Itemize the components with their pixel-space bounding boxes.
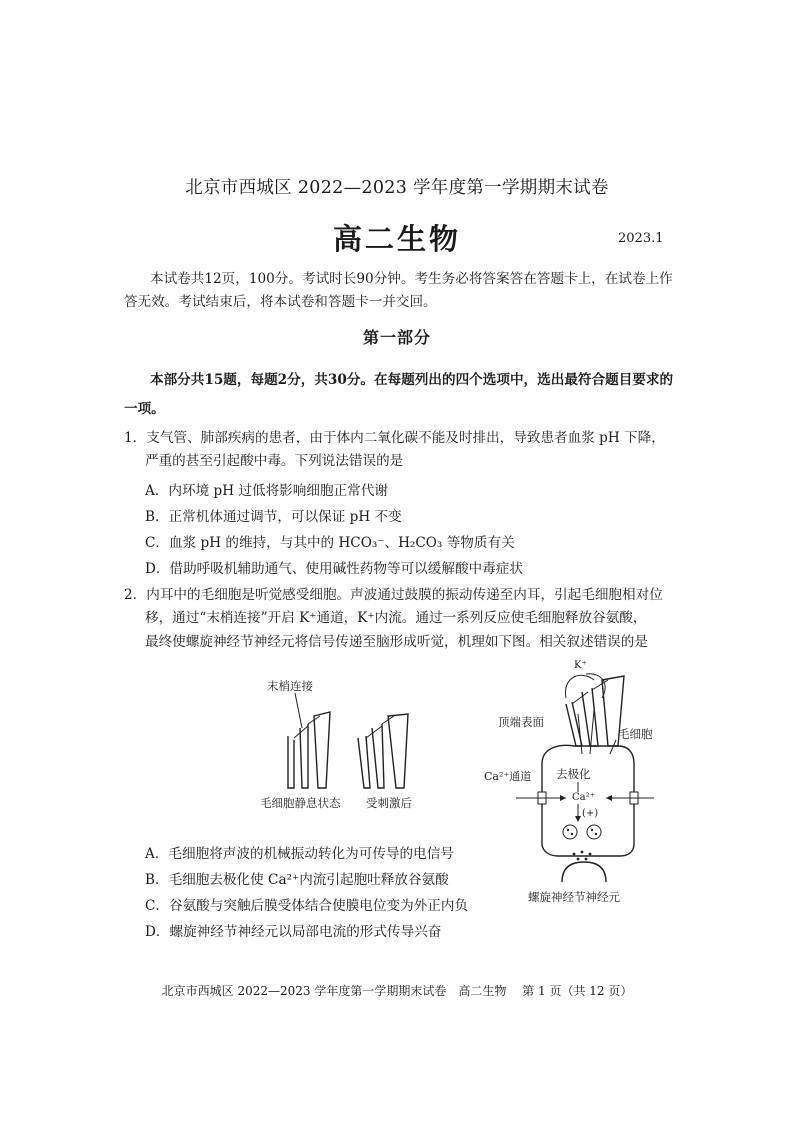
exam-title: 北京市西城区 2022—2023 学年度第一学期期末试卷 xyxy=(185,178,609,198)
resting-state-label: 毛细胞静息状态 xyxy=(260,796,341,810)
part-instruction-1: 本部分共15题，每题2分，共30分。在每题列出的四个选项中，选出最符合题目要求的 xyxy=(150,372,674,388)
ca-channel-left xyxy=(516,792,566,804)
vesicles xyxy=(563,825,601,839)
intro-line-2: 答无效。考试结束后，将本试卷和答题卡一并交回。 xyxy=(124,294,437,310)
q1-option-d: D．借助呼吸机辅助通气、使用碱性药物等可以缓解酸中毒症状 xyxy=(145,561,523,577)
q2-option-d: D．螺旋神经节神经元以局部电流的形式传导兴奋 xyxy=(145,924,442,940)
q1-option-a: A．内环境 pH 过低将影响细胞正常代谢 xyxy=(145,483,388,499)
q2-stem-1: 2．内耳中的毛细胞是听觉感受细胞。声波通过鼓膜的振动传递至内耳，引起毛细胞相对位 xyxy=(124,587,663,603)
ca-channel-right xyxy=(606,792,654,804)
part-instruction-2: 一项。 xyxy=(124,401,165,417)
q2-stem-2: 移，通过“末梢连接”开启 K⁺通道，K⁺内流。通过一系列反应使毛细胞释放谷氨酸， xyxy=(145,610,647,626)
stimulation-sign: (+) xyxy=(582,808,599,819)
hair-cell-label: 毛细胞 xyxy=(618,727,653,741)
q2-option-c: C．谷氨酸与突触后膜受体结合使膜电位变为外正内负 xyxy=(145,898,469,914)
q1-option-c: C．血浆 pH 的维持，与其中的 HCO₃⁻、H₂CO₃ 等物质有关 xyxy=(145,535,515,551)
apical-surface-label: 顶端表面 xyxy=(498,715,544,729)
hair-bundle-figure xyxy=(250,676,450,816)
stimulated-state-label: 受刺激后 xyxy=(366,796,412,810)
tip-link-label: 末梢连接 xyxy=(267,679,313,693)
subject-title: 高二生物 xyxy=(332,222,461,256)
depolarization-label: 去极化 xyxy=(556,767,591,781)
q1-option-b: B．正常机体通过调节，可以保证 pH 不变 xyxy=(145,509,402,525)
ca-ion-label: Ca²⁺ xyxy=(572,792,595,803)
part-title: 第一部分 xyxy=(362,328,431,347)
ca-channel-label: Ca²⁺通道 xyxy=(484,770,532,783)
q1-stem-2: 严重的甚至引起酸中毒。下列说法错误的是 xyxy=(145,453,404,469)
neuron-label: 螺旋神经节神经元 xyxy=(528,890,620,904)
resting-bundle xyxy=(288,712,330,788)
exam-date: 2023.1 xyxy=(618,231,664,246)
intro-line-1: 本试卷共12页，100分。考试时长90分钟。考生务必将答案答在答题卡上，在试卷上作 xyxy=(150,271,673,287)
q2-option-a: A．毛细胞将声波的机械振动转化为可传导的电信号 xyxy=(145,846,454,862)
k-ion-label: K⁺ xyxy=(574,660,587,671)
q2-option-b: B．毛细胞去极化使 Ca²⁺内流引起胞吐释放谷氨酸 xyxy=(145,872,449,888)
hair-cell-mechanism-figure xyxy=(478,654,658,909)
q1-stem-1: 1．支气管、肺部疾病的患者，由于体内二氧化碳不能及时排出，导致患者血浆 pH 下降， xyxy=(124,430,665,446)
tip-link-pointer xyxy=(295,693,302,728)
k-flow-arrow-left xyxy=(565,675,594,698)
page-footer: 北京市西城区 2022—2023 学年度第一学期期末试卷 高二生物 第 1 页（共 12 页） xyxy=(161,984,633,998)
stimulated-bundle xyxy=(358,714,408,788)
q2-stem-3: 最终使螺旋神经节神经元将信号传递至脑形成听觉，机理如下图。相关叙述错误的是 xyxy=(145,634,648,650)
